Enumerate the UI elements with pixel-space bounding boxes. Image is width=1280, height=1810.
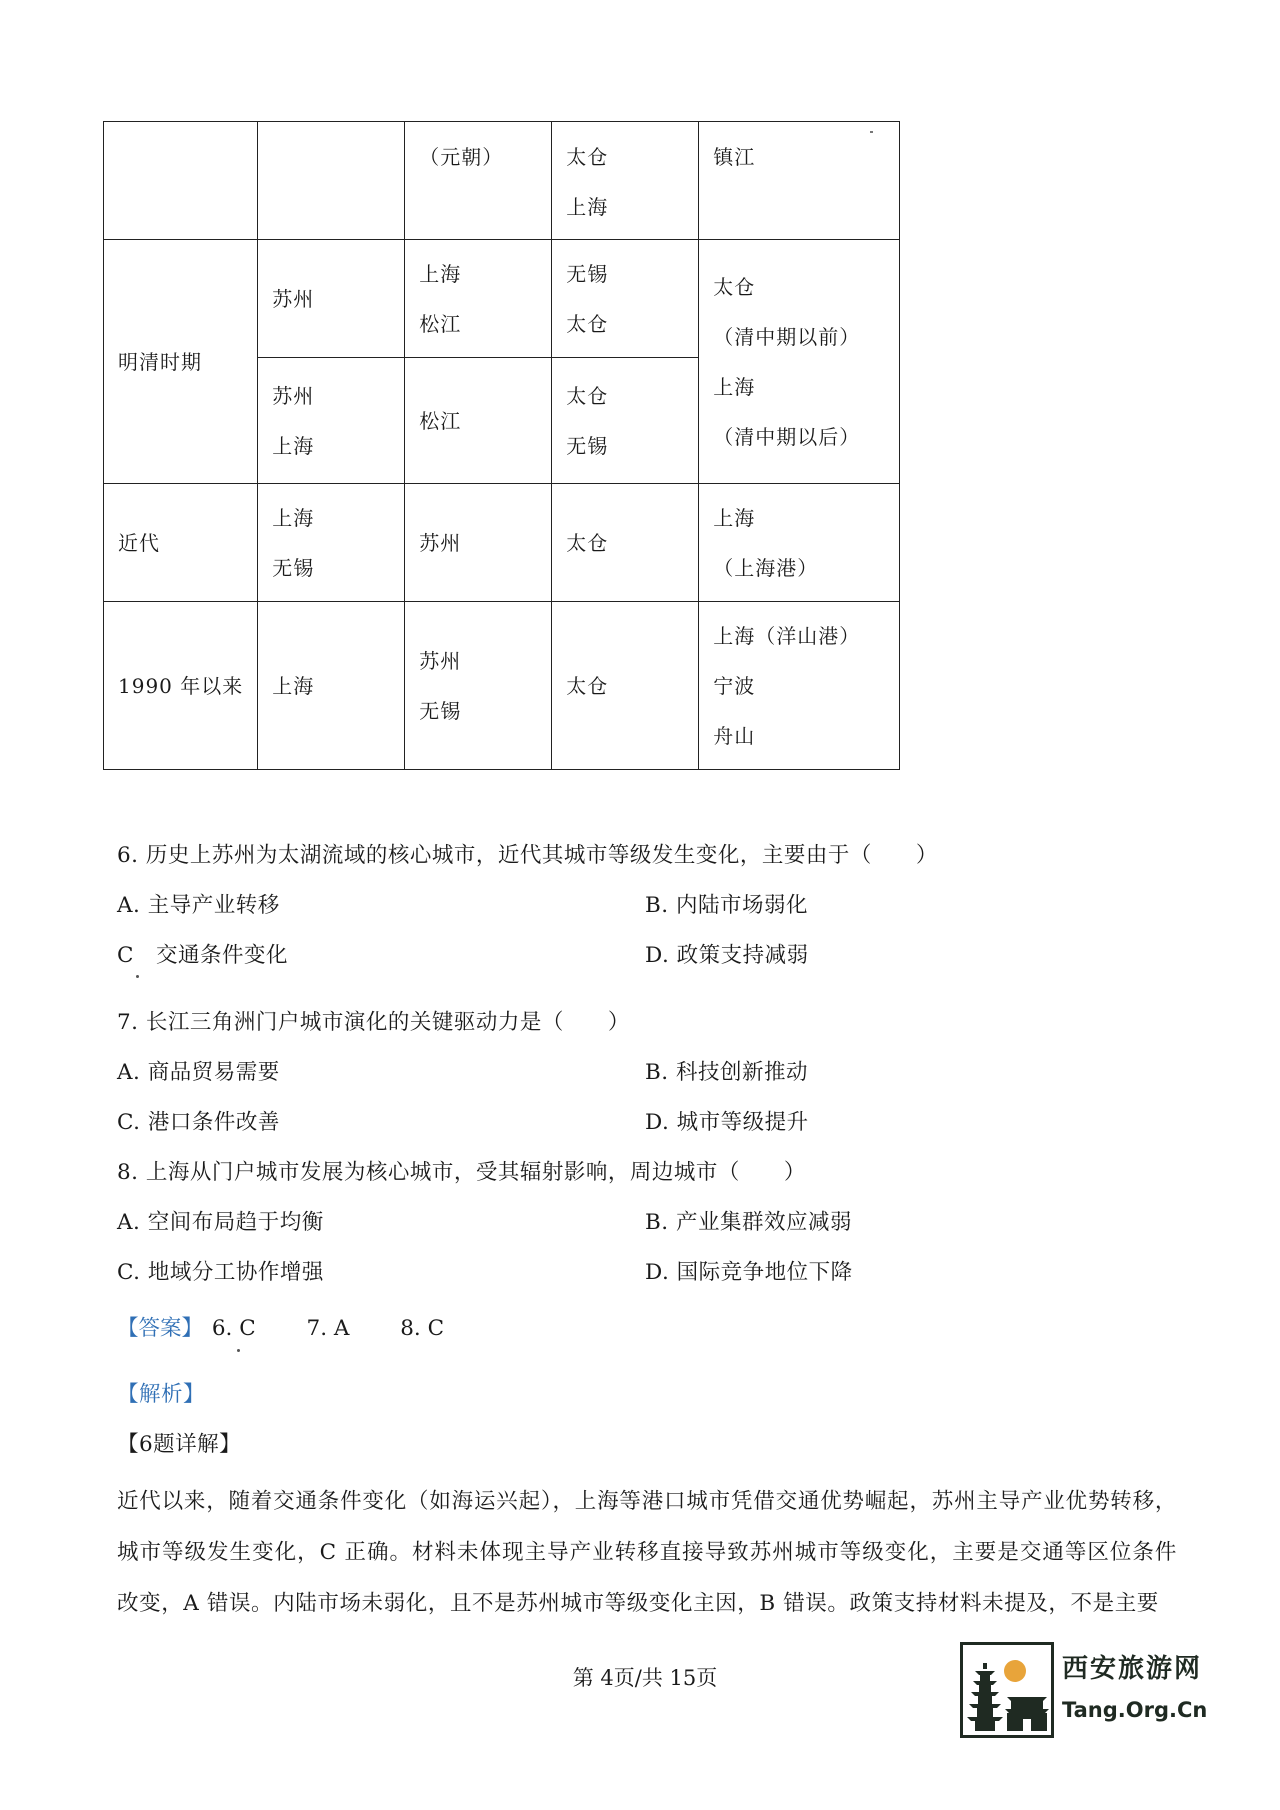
question-7-option-d: D. 城市等级提升 — [645, 1110, 809, 1135]
table-row — [104, 602, 900, 770]
watermark-url: Tang.Org.Cn — [1062, 1698, 1208, 1722]
analysis-paragraph: 近代以来，随着交通条件变化（如海运兴起），上海等港口城市凭借交通优势崛起，苏州主导产业优势转移，城市等级发生变化，C 正确。材料未体现主导产业转移直接导致苏州城市等级变化，主要是交通等区位条件改变，A 错误。内陆市场未弱化，且不是苏州城市等级变化主因，B 错误。政策支持材料未提及，不是主要 — [117, 1489, 1177, 1616]
question-7-option-b: B. 科技创新推动 — [645, 1060, 808, 1085]
question-7-stem: 7. 长江三角洲门户城市演化的关键驱动力是（ ） — [117, 1010, 630, 1035]
table-cell: 上海 无锡 — [258, 484, 405, 602]
pagoda-logo-icon — [960, 1642, 1054, 1738]
table-cell: 松江 — [405, 358, 552, 484]
question-8-option-a: A. 空间布局趋于均衡 — [117, 1210, 324, 1235]
table-cell: 上海 — [258, 602, 405, 770]
question-6-option-b: B. 内陆市场弱化 — [645, 893, 808, 918]
table-row — [104, 122, 900, 240]
city-evolution-table — [103, 121, 900, 770]
answer-row — [117, 1311, 444, 1342]
question-6-stem: 6. 历史上苏州为太湖流域的核心城市，近代其城市等级发生变化，主要由于（ ） — [117, 843, 938, 868]
answer-item: 8. C — [400, 1316, 445, 1341]
page-number: 第 4页/共 15页 — [572, 1666, 718, 1690]
table-cell: 太仓 — [552, 602, 699, 770]
question-6-option-c: C 交通条件变化 — [117, 943, 288, 968]
table-cell: 苏州 — [258, 240, 405, 358]
table-cell: 太仓 上海 — [552, 122, 699, 240]
question-7-option-a: A. 商品贸易需要 — [117, 1060, 280, 1085]
table-cell: （元朝） — [405, 122, 552, 240]
analysis-sub-label: 【6题详解】 — [117, 1432, 242, 1457]
table-cell-period: 明清时期 — [104, 240, 258, 484]
scan-dot — [136, 975, 139, 978]
scan-artifact — [870, 131, 873, 133]
table-cell: 上海 松江 — [405, 240, 552, 358]
watermark-title: 西安旅游网 — [1062, 1654, 1203, 1684]
question-8-option-c: C. 地域分工协作增强 — [117, 1260, 324, 1285]
analysis-label: 【解析】 — [117, 1382, 206, 1407]
table-cell-period: 近代 — [104, 484, 258, 602]
table-cell: 苏州 — [405, 484, 552, 602]
table-cell-period: 1990 年以来 — [104, 602, 258, 770]
question-6-option-d: D. 政策支持减弱 — [645, 943, 809, 968]
answer-item: 7. A — [306, 1316, 350, 1341]
question-8-option-b: B. 产业集群效应减弱 — [645, 1210, 852, 1235]
table-cell: 太仓 无锡 — [552, 358, 699, 484]
table-cell: 苏州 无锡 — [405, 602, 552, 770]
table-cell: 太仓 — [552, 484, 699, 602]
table-cell: 太仓 （清中期以前） 上海 （清中期以后） — [699, 240, 900, 484]
table-cell: 上海 （上海港） — [699, 484, 900, 602]
question-8-option-d: D. 国际竞争地位下降 — [645, 1260, 853, 1285]
table-cell: 苏州 上海 — [258, 358, 405, 484]
scan-dot — [237, 1349, 240, 1352]
table-row — [104, 240, 900, 358]
question-7-option-c: C. 港口条件改善 — [117, 1110, 280, 1135]
table-cell: 无锡 太仓 — [552, 240, 699, 358]
question-6-option-a: A. 主导产业转移 — [117, 893, 280, 918]
table-cell — [258, 122, 405, 240]
answer-item: 6. C — [211, 1316, 256, 1341]
answer-label: 【答案】 — [117, 1316, 204, 1341]
watermark-logo — [960, 1642, 1208, 1740]
table-cell: 镇江 — [699, 122, 900, 240]
table-cell — [104, 122, 258, 240]
table-row — [104, 484, 900, 602]
table-cell: 上海（洋山港） 宁波 舟山 — [699, 602, 900, 770]
question-8-stem: 8. 上海从门户城市发展为核心城市，受其辐射影响，周边城市（ ） — [117, 1160, 806, 1185]
